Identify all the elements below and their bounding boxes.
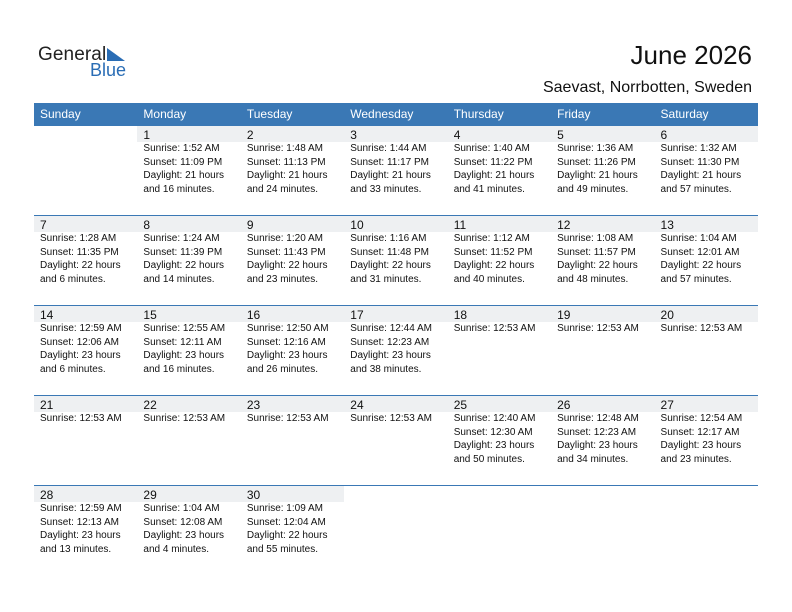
day-number: 26 xyxy=(557,398,571,412)
day-number: 25 xyxy=(453,398,468,412)
logo-text-blue: Blue xyxy=(90,60,127,80)
day-info-line: Sunrise: 1:09 AM xyxy=(246,503,323,514)
day-number: 18 xyxy=(453,308,468,322)
day-cell xyxy=(655,306,758,396)
day-info-line: Sunset: 11:30 PM xyxy=(660,156,740,168)
day-cell xyxy=(655,396,758,486)
day-number: 8 xyxy=(143,218,151,232)
day-number: 2 xyxy=(246,128,254,142)
day-info-line: Sunrise: 12:53 AM xyxy=(143,413,226,424)
day-info-line: Sunrise: 1:32 AM xyxy=(660,143,737,154)
day-number: 21 xyxy=(40,398,54,412)
day-info-line: Sunset: 12:01 AM xyxy=(660,246,740,258)
day-info-line: Sunrise: 12:40 AM xyxy=(453,413,536,424)
day-number: 12 xyxy=(557,218,571,232)
day-info-line: and 34 minutes. xyxy=(557,453,629,465)
location-subtitle: Saevast, Norrbotten, Sweden xyxy=(542,79,752,96)
day-cell xyxy=(137,306,240,396)
day-cell xyxy=(448,486,551,576)
day-info-line: Daylight: 23 hours xyxy=(40,530,121,541)
day-cell xyxy=(344,396,447,486)
day-info-line: Sunrise: 12:54 AM xyxy=(660,413,743,424)
day-info-line: Sunset: 11:48 PM xyxy=(350,246,430,258)
day-cell xyxy=(448,126,551,216)
day-number: 22 xyxy=(143,398,157,412)
page-title: June 2026 xyxy=(630,40,752,70)
day-cell xyxy=(655,216,758,306)
day-cell xyxy=(551,486,654,576)
day-info-line: Sunrise: 1:48 AM xyxy=(246,143,323,154)
day-info-line: Sunrise: 1:28 AM xyxy=(40,233,117,244)
day-info-line: Sunrise: 1:04 AM xyxy=(143,503,220,514)
day-info-line: and 16 minutes. xyxy=(143,183,215,195)
day-info-line: Sunrise: 12:53 AM xyxy=(660,323,743,334)
day-number: 20 xyxy=(660,308,674,322)
weekday-friday: Friday xyxy=(557,107,591,121)
day-info-line: and 23 minutes. xyxy=(660,453,732,465)
day-info-line: and 50 minutes. xyxy=(453,453,525,465)
day-cell xyxy=(344,126,447,216)
day-number: 6 xyxy=(660,128,668,142)
day-info-line: Daylight: 22 hours xyxy=(557,260,638,271)
day-info-line: Sunset: 12:30 AM xyxy=(453,426,533,438)
day-info-line: Daylight: 21 hours xyxy=(660,170,742,181)
day-info-line: Sunset: 11:22 PM xyxy=(453,156,533,168)
day-cell xyxy=(655,486,758,576)
day-info-line: Sunset: 12:11 AM xyxy=(143,336,222,348)
day-info-line: Sunset: 11:43 PM xyxy=(246,246,326,258)
day-info-line: Daylight: 23 hours xyxy=(246,350,328,361)
day-info-line: Sunset: 11:13 PM xyxy=(246,156,326,168)
day-cell xyxy=(241,216,344,306)
day-info-line: Sunrise: 12:53 AM xyxy=(350,413,432,424)
day-info-line: Sunset: 11:57 PM xyxy=(557,246,636,258)
day-info-line: Sunset: 12:17 AM xyxy=(660,426,740,438)
logo-text-general: General xyxy=(38,44,107,65)
day-info-line: Sunrise: 1:04 AM xyxy=(660,233,737,244)
day-info-line: Daylight: 22 hours xyxy=(350,260,431,271)
day-info-line: and 31 minutes. xyxy=(350,273,422,285)
day-info-line: and 57 minutes. xyxy=(660,273,732,285)
day-info-line: Sunrise: 12:44 AM xyxy=(350,323,432,334)
weekday-wednesday: Wednesday xyxy=(350,107,414,121)
day-info-line: Daylight: 22 hours xyxy=(660,260,742,271)
day-number: 3 xyxy=(350,128,357,142)
weekday-tuesday: Tuesday xyxy=(246,107,293,121)
day-info-line: Sunset: 12:08 AM xyxy=(143,516,223,528)
day-info-line: and 24 minutes. xyxy=(246,183,319,195)
day-cell xyxy=(34,486,137,576)
week-row xyxy=(34,485,758,576)
day-cell xyxy=(137,126,240,216)
day-info-line: and 14 minutes. xyxy=(143,273,215,285)
week-row xyxy=(34,305,758,396)
day-info-line: and 23 minutes. xyxy=(246,273,319,285)
day-number: 16 xyxy=(246,308,261,322)
day-info-line: Sunset: 12:13 AM xyxy=(40,516,119,528)
day-info-line: Sunset: 11:39 PM xyxy=(143,246,223,258)
day-cell xyxy=(241,126,344,216)
day-info-line: Sunrise: 12:50 AM xyxy=(246,323,329,334)
day-info-line: and 6 minutes. xyxy=(40,363,106,375)
day-info-line: Sunrise: 12:48 AM xyxy=(557,413,639,424)
day-cell xyxy=(448,396,551,486)
day-info-line: and 55 minutes. xyxy=(246,543,319,555)
day-info-line: and 57 minutes. xyxy=(660,183,732,195)
day-number: 4 xyxy=(453,128,461,142)
day-info-line: Daylight: 23 hours xyxy=(40,350,121,361)
day-info-line: and 4 minutes. xyxy=(143,543,210,555)
day-cell xyxy=(241,486,344,576)
day-info-line: and 13 minutes. xyxy=(40,543,112,555)
weekday-thursday: Thursday xyxy=(453,107,504,121)
day-info-line: Sunset: 11:35 PM xyxy=(40,246,119,258)
day-cell xyxy=(551,396,654,486)
week-row xyxy=(34,395,758,486)
day-info-line: Sunrise: 1:24 AM xyxy=(143,233,220,244)
day-cell xyxy=(448,216,551,306)
day-cell xyxy=(34,216,137,306)
day-cell xyxy=(34,396,137,486)
day-info-line: Sunrise: 12:59 AM xyxy=(40,323,122,334)
day-info-line: Sunrise: 12:59 AM xyxy=(40,503,122,514)
day-info-line: Sunset: 11:26 PM xyxy=(557,156,636,168)
day-info-line: Sunset: 11:52 PM xyxy=(453,246,533,258)
day-info-line: Daylight: 22 hours xyxy=(453,260,535,271)
day-info-line: Daylight: 22 hours xyxy=(246,260,328,271)
day-info-line: and 40 minutes. xyxy=(453,273,525,285)
day-info-line: Sunrise: 1:16 AM xyxy=(350,233,427,244)
day-number: 10 xyxy=(350,218,364,232)
day-info-line: and 6 minutes. xyxy=(40,273,106,285)
day-cell xyxy=(241,396,344,486)
day-info-line: Sunrise: 1:52 AM xyxy=(143,143,220,154)
day-number: 28 xyxy=(40,488,54,502)
weekday-header-row xyxy=(34,103,758,125)
logo xyxy=(38,44,138,80)
day-number: 1 xyxy=(143,128,151,142)
weekday-sunday: Sunday xyxy=(40,107,81,121)
day-info-line: Sunset: 12:23 AM xyxy=(350,336,430,348)
day-info-line: Daylight: 23 hours xyxy=(557,440,638,451)
day-info-line: and 41 minutes. xyxy=(453,183,525,195)
day-number: 29 xyxy=(143,488,157,502)
day-number: 5 xyxy=(557,128,564,142)
day-info-line: Sunset: 12:23 AM xyxy=(557,426,637,438)
day-info-line: Daylight: 22 hours xyxy=(143,260,225,271)
day-info-line: Sunset: 12:06 AM xyxy=(40,336,119,348)
day-cell xyxy=(655,126,758,216)
day-info-line: and 16 minutes. xyxy=(143,363,215,375)
day-number: 7 xyxy=(40,218,47,232)
day-number: 30 xyxy=(246,488,261,502)
day-cell xyxy=(551,306,654,396)
day-number: 13 xyxy=(660,218,674,232)
day-info-line: Sunrise: 1:08 AM xyxy=(557,233,634,244)
day-info-line: Sunrise: 12:53 AM xyxy=(557,323,639,334)
day-info-line: Daylight: 21 hours xyxy=(143,170,225,181)
day-number: 9 xyxy=(246,218,254,232)
day-info-line: Sunrise: 1:40 AM xyxy=(453,143,530,154)
day-info-line: and 48 minutes. xyxy=(557,273,629,285)
day-info-line: and 26 minutes. xyxy=(246,363,319,375)
day-info-line: Sunrise: 12:53 AM xyxy=(40,413,122,424)
day-info-line: Daylight: 22 hours xyxy=(40,260,121,271)
day-info-line: Sunset: 12:04 AM xyxy=(246,516,326,528)
day-cell xyxy=(241,306,344,396)
day-info-line: Daylight: 21 hours xyxy=(246,170,328,181)
day-info-line: Sunrise: 12:53 AM xyxy=(246,413,329,424)
weekday-monday: Monday xyxy=(143,107,187,121)
day-info-line: Daylight: 23 hours xyxy=(453,440,535,451)
day-number: 17 xyxy=(350,308,364,322)
day-info-line: Sunrise: 1:20 AM xyxy=(246,233,323,244)
day-info-line: Sunrise: 12:55 AM xyxy=(143,323,226,334)
day-cell xyxy=(137,396,240,486)
week-row xyxy=(34,125,758,216)
day-info-line: and 33 minutes. xyxy=(350,183,422,195)
calendar-grid xyxy=(34,103,758,555)
day-info-line: Daylight: 23 hours xyxy=(350,350,431,361)
day-number: 11 xyxy=(453,218,467,232)
day-number: 23 xyxy=(246,398,261,412)
day-number: 14 xyxy=(40,308,54,322)
day-cell xyxy=(137,216,240,306)
day-info-line: Sunrise: 1:36 AM xyxy=(557,143,634,154)
day-info-line: Daylight: 22 hours xyxy=(246,530,328,541)
day-cell xyxy=(344,306,447,396)
day-info-line: Sunset: 11:09 PM xyxy=(143,156,223,168)
day-cell xyxy=(137,486,240,576)
day-info-line: and 38 minutes. xyxy=(350,363,422,375)
day-info-line: Sunrise: 1:44 AM xyxy=(350,143,427,154)
weekday-saturday: Saturday xyxy=(660,107,709,121)
day-number: 24 xyxy=(350,398,364,412)
day-info-line: Daylight: 21 hours xyxy=(350,170,431,181)
day-number: 27 xyxy=(660,398,674,412)
day-cell xyxy=(551,216,654,306)
day-cell xyxy=(34,306,137,396)
day-cell xyxy=(344,486,447,576)
day-number: 15 xyxy=(143,308,157,322)
day-info-line: Sunrise: 12:53 AM xyxy=(453,323,536,334)
day-info-line: Daylight: 23 hours xyxy=(660,440,742,451)
day-info-line: Sunset: 11:17 PM xyxy=(350,156,430,168)
week-row xyxy=(34,215,758,306)
day-info-line: Sunset: 12:16 AM xyxy=(246,336,326,348)
day-cell xyxy=(551,126,654,216)
day-number: 19 xyxy=(557,308,571,322)
day-cell xyxy=(448,306,551,396)
day-info-line: and 49 minutes. xyxy=(557,183,629,195)
day-info-line: Daylight: 21 hours xyxy=(557,170,638,181)
day-info-line: Daylight: 23 hours xyxy=(143,530,225,541)
day-info-line: Daylight: 21 hours xyxy=(453,170,535,181)
day-cell xyxy=(34,126,137,216)
day-info-line: Sunrise: 1:12 AM xyxy=(453,233,530,244)
day-info-line: Daylight: 23 hours xyxy=(143,350,225,361)
day-cell xyxy=(344,216,447,306)
